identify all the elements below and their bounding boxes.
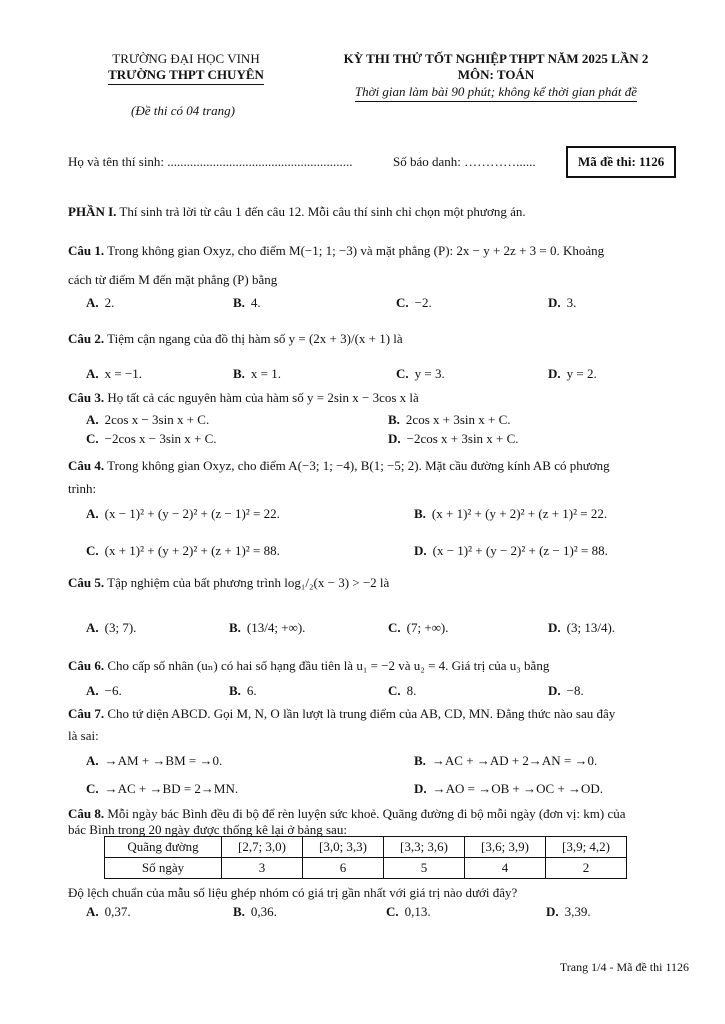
question-4-text-2: trình:	[68, 481, 97, 496]
question-8-line-1	[68, 806, 626, 822]
q6-option-a[interactable]: A. −6.	[86, 683, 122, 698]
question-4-text-1: Trong không gian Oxyz, cho điểm A(−3; 1; −4), B(1; −5; 2). Mặt cầu đường kính AB có phương	[107, 458, 610, 473]
exam-duration-text: Thời gian làm bài 90 phút; không kể thời gian phát đề	[355, 84, 637, 102]
question-2-number: Câu 2.	[68, 331, 105, 346]
question-6-number: Câu 6.	[68, 658, 105, 673]
table-cell: 2	[546, 858, 627, 879]
q5-option-b[interactable]: B. (13/4; +∞).	[229, 620, 306, 635]
school-name	[100, 67, 272, 85]
question-5-text-1: Tập nghiệm của bất phương trình log₁/₂(x − 3) > −2 là	[107, 575, 390, 590]
question-7-number: Câu 7.	[68, 706, 105, 721]
candidate-sbd-label: Số báo danh: …………......	[393, 154, 536, 169]
question-4-line-2	[68, 481, 96, 497]
q1-option-a[interactable]: A. 2.	[86, 295, 115, 310]
question-8-text-2: bác Bình trong 20 ngày được thống kê lại ở bảng sau:	[68, 822, 347, 837]
q5-option-c[interactable]: C. (7; +∞).	[388, 620, 449, 635]
q2-option-d[interactable]: D. y = 2.	[548, 366, 597, 381]
table-row	[105, 837, 627, 858]
table-header-days: Số ngày	[105, 858, 222, 879]
exam-duration	[300, 84, 692, 102]
question-5-line-1	[68, 575, 389, 591]
question-6-line-1	[68, 658, 549, 674]
question-6-text-1: Cho cấp số nhân (uₙ) có hai số hạng đầu tiên là u₁ = −2 và u₂ = 4. Giá trị của u₃ bằng	[107, 658, 550, 673]
question-8-number: Câu 8.	[68, 806, 105, 821]
pages-note: (Đề thi có 04 trang)	[131, 103, 235, 118]
table-cell: 6	[303, 858, 384, 879]
q3-option-d[interactable]: D. −2cos x + 3sin x + C.	[388, 431, 519, 446]
q2-option-b[interactable]: B. x = 1.	[233, 366, 282, 381]
question-5-number: Câu 5.	[68, 575, 105, 590]
q5-option-d[interactable]: D. (3; 13/4).	[548, 620, 616, 635]
question-7-text-2: là sai:	[68, 728, 99, 743]
question-7-line-2	[68, 728, 99, 744]
school-name-text: TRƯỜNG THPT CHUYÊN	[108, 67, 264, 85]
q6-option-d[interactable]: D. −8.	[548, 683, 584, 698]
table-cell: [3,6; 3,9)	[465, 837, 546, 858]
question-3-line-1	[68, 390, 419, 406]
q4-option-d[interactable]: D. (x − 1)² + (y − 2)² + (z − 1)² = 88.	[414, 543, 608, 558]
table-cell: 5	[384, 858, 465, 879]
table-cell: [2,7; 3,0)	[222, 837, 303, 858]
question-4-number: Câu 4.	[68, 458, 105, 473]
table-row	[105, 858, 627, 879]
part1-text: Thí sinh trả lời từ câu 1 đến câu 12. Mỗi câu thí sinh chỉ chọn một phương án.	[119, 204, 526, 219]
question-2-text-1: Tiệm cận ngang của đồ thị hàm số y = (2x + 3)/(x + 1) là	[107, 331, 403, 346]
q3-option-a[interactable]: A. 2cos x − 3sin x + C.	[86, 412, 210, 427]
question-7-text-1: Cho tứ diện ABCD. Gọi M, N, O lần lượt là trung điểm của AB, CD, MN. Đẳng thức nào sau đây	[107, 706, 616, 721]
q7-option-a[interactable]: A. →AM + →BM = →0.	[86, 753, 223, 768]
table-cell: [3,0; 3,3)	[303, 837, 384, 858]
table-cell: 3	[222, 858, 303, 879]
question-4-line-1	[68, 458, 610, 474]
question-2-line-1	[68, 331, 403, 347]
q7-option-d[interactable]: D. →AO = →OB + →OC + →OD.	[414, 781, 604, 796]
question-1-text-2: cách từ điểm M đến mặt phẳng (P) bằng	[68, 272, 278, 287]
frequency-table	[104, 836, 627, 879]
q6-option-c[interactable]: C. 8.	[388, 683, 417, 698]
table-cell: [3,3; 3,6)	[384, 837, 465, 858]
candidate-name-label: Họ và tên thí sinh: .........................................................	[68, 154, 353, 169]
question-1-text-1: Trong không gian Oxyz, cho điểm M(−1; 1; −3) và mặt phẳng (P): 2x − y + 2z + 3 = 0. Khoảng	[107, 243, 605, 258]
exam-subject: MÔN: TOÁN	[457, 67, 535, 82]
part1-instruction	[68, 204, 526, 220]
q1-option-b[interactable]: B. 4.	[233, 295, 261, 310]
q3-option-b[interactable]: B. 2cos x + 3sin x + C.	[388, 412, 511, 427]
table-cell: [3,9; 4,2)	[546, 837, 627, 858]
q8-option-c[interactable]: C. 0,13.	[386, 904, 431, 919]
q6-option-b[interactable]: B. 6.	[229, 683, 257, 698]
q4-option-c[interactable]: C. (x + 1)² + (y + 2)² + (z + 1)² = 88.	[86, 543, 280, 558]
question-1-line-1	[68, 243, 604, 259]
question-1-number: Câu 1.	[68, 243, 105, 258]
question-1-line-2	[68, 272, 277, 288]
q4-option-a[interactable]: A. (x − 1)² + (y − 2)² + (z − 1)² = 22.	[86, 506, 280, 521]
question-3-text-1: Họ tất cả các nguyên hàm của hàm số y = 2sin x − 3cos x là	[107, 390, 419, 405]
question-7-line-1	[68, 706, 615, 722]
university-name: TRƯỜNG ĐẠI HỌC VINH	[112, 51, 260, 66]
q2-option-c[interactable]: C. y = 3.	[396, 366, 445, 381]
q4-option-b[interactable]: B. (x + 1)² + (y + 2)² + (z + 1)² = 22.	[414, 506, 608, 521]
q8-option-a[interactable]: A. 0,37.	[86, 904, 131, 919]
table-header-distance: Quãng đường	[105, 837, 222, 858]
question-8-after-text: Độ lệch chuẩn của mẫu số liệu ghép nhóm có giá trị gần nhất với giá trị nào dưới đây?	[68, 885, 518, 900]
q5-option-a[interactable]: A. (3; 7).	[86, 620, 137, 635]
exam-code-box	[566, 146, 676, 178]
q3-option-c[interactable]: C. −2cos x − 3sin x + C.	[86, 431, 217, 446]
page-footer: Trang 1/4 - Mã đề thi 1126	[559, 960, 689, 974]
question-8-text-1: Mỗi ngày bác Bình đều đi bộ để rèn luyện sức khoẻ. Quãng đường đi bộ mỗi ngày (đơn vị: km) của	[107, 806, 626, 821]
q8-option-d[interactable]: D. 3,39.	[546, 904, 591, 919]
q7-option-c[interactable]: C. →AC + →BD = 2→MN.	[86, 781, 239, 796]
q8-option-b[interactable]: B. 0,36.	[233, 904, 277, 919]
q7-option-b[interactable]: B. →AC + →AD + 2→AN = →0.	[414, 753, 598, 768]
q1-option-c[interactable]: C. −2.	[396, 295, 432, 310]
table-cell: 4	[465, 858, 546, 879]
exam-code: Mã đề thi: 1126	[578, 154, 665, 169]
question-3-number: Câu 3.	[68, 390, 105, 405]
q1-option-d[interactable]: D. 3.	[548, 295, 577, 310]
q2-option-a[interactable]: A. x = −1.	[86, 366, 143, 381]
exam-title: KỲ THI THỬ TỐT NGHIỆP THPT NĂM 2025 LẦN 2	[343, 51, 649, 66]
part1-label: PHẦN I.	[68, 204, 117, 219]
